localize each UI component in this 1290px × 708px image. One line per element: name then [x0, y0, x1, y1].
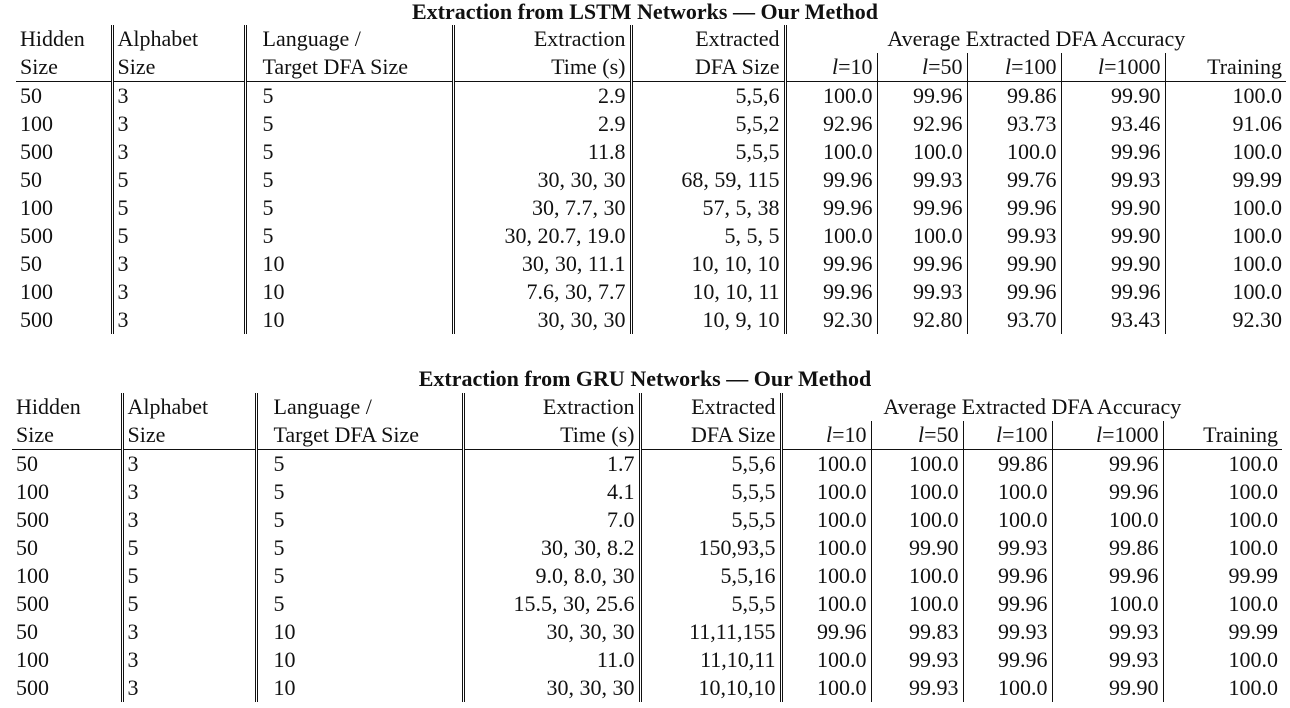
cell-acc-l100: 100.0 [963, 478, 1052, 506]
cell-extraction-time: 30, 30, 11.1 [453, 250, 631, 278]
cell-acc-training: 100.0 [1228, 535, 1279, 560]
cell-target-dfa-size: 5 [256, 506, 463, 534]
length-value: =100 [1011, 54, 1057, 79]
header-accuracy-col-3 [1061, 53, 1165, 82]
cell-acc-l10: 100.0 [781, 478, 871, 506]
cell-alphabet-size: 5 [122, 534, 256, 562]
header-language-target-dfa-size: Language / [245, 25, 453, 53]
cell-extraction-time: 30, 30, 8.2 [463, 534, 640, 562]
cell-acc-training: 100.0 [1228, 591, 1279, 616]
cell-alphabet-size: 3 [112, 138, 245, 166]
length-variable: l [1095, 422, 1103, 447]
lstm-table-title: Extraction from LSTM Networks — Our Method [411, 0, 879, 24]
cell-acc-l10: 100.0 [781, 534, 871, 562]
cell-acc-l100: 100.0 [967, 138, 1061, 166]
cell-acc-training: 100.0 [1232, 251, 1283, 276]
header-row-2 [12, 421, 1282, 450]
cell-acc-l50: 100.0 [871, 478, 963, 506]
cell-acc-l10: 99.96 [785, 166, 877, 194]
header-accuracy-col-2 [963, 421, 1052, 450]
header-accuracy-col-0 [785, 53, 877, 82]
header-extraction-time: Extraction [453, 25, 631, 53]
cell-alphabet-size: 3 [112, 306, 245, 334]
cell-alphabet-size: 3 [112, 250, 245, 278]
cell-acc-l50: 100.0 [877, 138, 967, 166]
table-row [16, 194, 1286, 222]
cell-acc-l50: 99.93 [871, 646, 963, 674]
cell-acc-training: 92.30 [1232, 307, 1283, 332]
cell-target-dfa-size: 5 [245, 194, 453, 222]
table-row [12, 450, 1282, 479]
cell-acc-l1000: 99.96 [1052, 450, 1163, 479]
cell-acc-l50: 99.83 [871, 618, 963, 646]
cell-acc-l1000: 99.96 [1061, 138, 1165, 166]
cell-acc-training: 100.0 [1228, 647, 1279, 672]
cell-hidden-size: 100 [16, 278, 112, 306]
cell-acc-l100: 93.73 [967, 110, 1061, 138]
cell-extraction-time: 11.0 [463, 646, 640, 674]
header-hidden-size: Hidden [16, 25, 112, 53]
table-row [16, 222, 1286, 250]
cell-target-dfa-size: 5 [256, 478, 463, 506]
cell-alphabet-size: 3 [122, 674, 256, 702]
cell-extracted-dfa-size: 5,5,2 [631, 110, 785, 138]
cell-acc-training: 100.0 [1228, 451, 1279, 476]
cell-extraction-time: 4.1 [463, 478, 640, 506]
header-alphabet-size-line2: Size [112, 53, 245, 82]
table-row [16, 82, 1286, 111]
cell-extracted-dfa-size: 10, 10, 11 [631, 278, 785, 306]
header-row-1 [12, 393, 1282, 421]
length-value: =1000 [1104, 54, 1161, 79]
cell-acc-l50: 92.80 [877, 306, 967, 334]
cell-extracted-dfa-size: 11,11,155 [640, 618, 781, 646]
cell-extraction-time: 9.0, 8.0, 30 [463, 562, 640, 590]
header-extraction-time-line2: Time (s) [453, 53, 631, 82]
cell-acc-training: 100.0 [1232, 279, 1283, 304]
table-row [12, 674, 1282, 702]
cell-hidden-size: 100 [12, 562, 122, 590]
cell-acc-l100: 99.93 [963, 534, 1052, 562]
cell-acc-l1000: 99.96 [1061, 278, 1165, 306]
gru-results-table [12, 393, 1282, 702]
length-variable: l [995, 422, 1003, 447]
cell-acc-l1000: 100.0 [1052, 506, 1163, 534]
cell-acc-l1000: 93.43 [1061, 306, 1165, 334]
cell-acc-l50: 100.0 [871, 506, 963, 534]
cell-alphabet-size: 5 [112, 166, 245, 194]
cell-acc-l50: 100.0 [871, 450, 963, 479]
cell-alphabet-size: 5 [122, 590, 256, 618]
cell-extracted-dfa-size: 5,5,5 [640, 478, 781, 506]
header-extraction-time: Extraction [463, 393, 640, 421]
cell-hidden-size: 50 [12, 534, 122, 562]
cell-hidden-size: 100 [12, 646, 122, 674]
cell-target-dfa-size: 5 [245, 82, 453, 111]
cell-extracted-dfa-size: 57, 5, 38 [631, 194, 785, 222]
cell-acc-l10: 100.0 [785, 222, 877, 250]
cell-alphabet-size: 3 [122, 506, 256, 534]
table-row [12, 478, 1282, 506]
header-language-target-dfa-size-line2: Target DFA Size [245, 53, 453, 82]
cell-hidden-size: 500 [12, 590, 122, 618]
cell-acc-l10: 100.0 [785, 82, 877, 111]
header-accuracy-col-1 [871, 421, 963, 450]
header-accuracy-col-3 [1052, 421, 1163, 450]
table-row [12, 646, 1282, 674]
cell-acc-l1000: 99.90 [1052, 674, 1163, 702]
cell-acc-l10: 100.0 [781, 590, 871, 618]
table-row [16, 110, 1286, 138]
cell-target-dfa-size: 5 [245, 166, 453, 194]
length-variable: l [1004, 54, 1012, 79]
header-language-target-dfa-size: Language / [256, 393, 463, 421]
cell-extraction-time: 7.6, 30, 7.7 [453, 278, 631, 306]
cell-alphabet-size: 3 [122, 478, 256, 506]
table-row [16, 250, 1286, 278]
cell-hidden-size: 50 [12, 618, 122, 646]
length-variable: l [917, 422, 925, 447]
cell-acc-l1000: 99.93 [1061, 166, 1165, 194]
cell-target-dfa-size: 5 [256, 450, 463, 479]
length-value: =50 [928, 54, 963, 79]
cell-acc-l50: 99.96 [877, 194, 967, 222]
length-variable: l [831, 54, 839, 79]
table-row [16, 306, 1286, 334]
header-extracted-dfa-size: Extracted [631, 25, 785, 53]
cell-acc-l1000: 99.93 [1052, 618, 1163, 646]
cell-acc-l10: 100.0 [781, 450, 871, 479]
cell-alphabet-size: 3 [112, 278, 245, 306]
cell-acc-l1000: 100.0 [1052, 590, 1163, 618]
table-row [12, 618, 1282, 646]
cell-target-dfa-size: 10 [256, 674, 463, 702]
length-value: =100 [1002, 422, 1048, 447]
header-alphabet-size: Alphabet [112, 25, 245, 53]
length-value: =10 [838, 54, 873, 79]
gru-table-title: Extraction from GRU Networks — Our Method [418, 366, 872, 391]
cell-acc-l100: 99.96 [963, 590, 1052, 618]
cell-alphabet-size: 3 [112, 82, 245, 111]
cell-target-dfa-size: 10 [256, 646, 463, 674]
cell-acc-l100: 99.86 [967, 82, 1061, 111]
cell-hidden-size: 50 [16, 82, 112, 111]
cell-acc-l100: 99.93 [967, 222, 1061, 250]
cell-alphabet-size: 3 [122, 618, 256, 646]
cell-acc-l10: 100.0 [781, 674, 871, 702]
cell-acc-l1000: 93.46 [1061, 110, 1165, 138]
cell-acc-l100: 93.70 [967, 306, 1061, 334]
cell-extracted-dfa-size: 5,5,16 [640, 562, 781, 590]
cell-hidden-size: 500 [16, 138, 112, 166]
table-row [16, 138, 1286, 166]
cell-acc-l1000: 99.96 [1052, 562, 1163, 590]
cell-extraction-time: 30, 20.7, 19.0 [453, 222, 631, 250]
cell-acc-l50: 100.0 [871, 590, 963, 618]
header-extracted-dfa-size: Extracted [640, 393, 781, 421]
cell-extracted-dfa-size: 5,5,5 [631, 138, 785, 166]
length-value: Training [1203, 422, 1279, 447]
header-average-accuracy-group: Average Extracted DFA Accuracy [887, 26, 1186, 51]
cell-alphabet-size: 5 [112, 194, 245, 222]
cell-acc-l50: 100.0 [877, 222, 967, 250]
cell-acc-l100: 99.93 [963, 618, 1052, 646]
cell-acc-l100: 99.86 [963, 450, 1052, 479]
header-accuracy-col-4 [1165, 53, 1286, 82]
length-value: =50 [924, 422, 959, 447]
cell-acc-training: 100.0 [1232, 223, 1283, 248]
cell-acc-training: 100.0 [1228, 675, 1279, 700]
cell-acc-l100: 99.76 [967, 166, 1061, 194]
cell-hidden-size: 100 [16, 194, 112, 222]
cell-alphabet-size: 3 [122, 450, 256, 479]
cell-alphabet-size: 5 [112, 222, 245, 250]
cell-acc-l10: 100.0 [781, 506, 871, 534]
header-extracted-dfa-size-line2: DFA Size [640, 421, 781, 450]
cell-acc-l100: 99.96 [967, 194, 1061, 222]
cell-extraction-time: 30, 30, 30 [453, 306, 631, 334]
cell-acc-l10: 92.30 [785, 306, 877, 334]
cell-acc-l100: 99.96 [963, 646, 1052, 674]
cell-acc-training: 100.0 [1228, 479, 1279, 504]
table-row [12, 562, 1282, 590]
cell-target-dfa-size: 5 [245, 110, 453, 138]
length-value: =1000 [1102, 422, 1159, 447]
cell-hidden-size: 500 [12, 674, 122, 702]
cell-extracted-dfa-size: 5,5,6 [631, 82, 785, 111]
cell-acc-l50: 99.96 [877, 250, 967, 278]
cell-extracted-dfa-size: 68, 59, 115 [631, 166, 785, 194]
cell-hidden-size: 50 [12, 450, 122, 479]
cell-extraction-time: 2.9 [453, 82, 631, 111]
cell-acc-training: 100.0 [1232, 83, 1283, 108]
cell-acc-l100: 99.96 [967, 278, 1061, 306]
cell-acc-l50: 99.90 [871, 534, 963, 562]
cell-extraction-time: 2.9 [453, 110, 631, 138]
cell-acc-l1000: 99.90 [1061, 82, 1165, 111]
header-alphabet-size: Alphabet [122, 393, 256, 421]
cell-hidden-size: 100 [12, 478, 122, 506]
header-language-target-dfa-size-line2: Target DFA Size [256, 421, 463, 450]
cell-acc-l100: 99.96 [963, 562, 1052, 590]
lstm-results-table [16, 25, 1286, 334]
header-accuracy-col-1 [877, 53, 967, 82]
cell-alphabet-size: 5 [122, 562, 256, 590]
cell-extracted-dfa-size: 10,10,10 [640, 674, 781, 702]
cell-extracted-dfa-size: 5,5,5 [640, 590, 781, 618]
cell-extraction-time: 30, 7.7, 30 [453, 194, 631, 222]
cell-target-dfa-size: 5 [256, 590, 463, 618]
cell-acc-l1000: 99.90 [1061, 222, 1165, 250]
cell-extracted-dfa-size: 10, 10, 10 [631, 250, 785, 278]
cell-extraction-time: 30, 30, 30 [463, 618, 640, 646]
length-variable: l [825, 422, 833, 447]
cell-acc-training: 100.0 [1228, 507, 1279, 532]
cell-target-dfa-size: 5 [256, 534, 463, 562]
cell-extraction-time: 7.0 [463, 506, 640, 534]
cell-acc-l100: 100.0 [963, 506, 1052, 534]
length-variable: l [1097, 54, 1105, 79]
cell-hidden-size: 500 [12, 506, 122, 534]
cell-extracted-dfa-size: 150,93,5 [640, 534, 781, 562]
header-row-2 [16, 53, 1286, 82]
table-row [16, 278, 1286, 306]
header-hidden-size-line2: Size [12, 421, 122, 450]
cell-extraction-time: 1.7 [463, 450, 640, 479]
cell-acc-l100: 99.90 [967, 250, 1061, 278]
header-accuracy-col-2 [967, 53, 1061, 82]
cell-acc-l50: 99.93 [877, 278, 967, 306]
cell-acc-l10: 99.96 [785, 250, 877, 278]
header-extracted-dfa-size-line2: DFA Size [631, 53, 785, 82]
cell-acc-l50: 92.96 [877, 110, 967, 138]
cell-extraction-time: 30, 30, 30 [463, 674, 640, 702]
header-average-accuracy-group: Average Extracted DFA Accuracy [883, 394, 1182, 419]
header-hidden-size: Hidden [12, 393, 122, 421]
cell-extracted-dfa-size: 5,5,5 [640, 506, 781, 534]
cell-target-dfa-size: 10 [245, 250, 453, 278]
header-row-1 [16, 25, 1286, 53]
header-alphabet-size-line2: Size [122, 421, 256, 450]
cell-hidden-size: 100 [16, 110, 112, 138]
cell-acc-l10: 99.96 [785, 194, 877, 222]
cell-acc-training: 100.0 [1232, 195, 1283, 220]
table-row [12, 534, 1282, 562]
header-extraction-time-line2: Time (s) [463, 421, 640, 450]
cell-acc-l10: 99.96 [785, 278, 877, 306]
cell-acc-l1000: 99.90 [1061, 250, 1165, 278]
cell-acc-training: 99.99 [1228, 563, 1279, 588]
cell-acc-training: 91.06 [1232, 111, 1283, 136]
cell-acc-training: 99.99 [1232, 167, 1283, 192]
header-accuracy-col-4 [1163, 421, 1282, 450]
cell-extracted-dfa-size: 5,5,6 [640, 450, 781, 479]
cell-hidden-size: 50 [16, 250, 112, 278]
length-value: Training [1207, 54, 1283, 79]
header-hidden-size-line2: Size [16, 53, 112, 82]
cell-extracted-dfa-size: 10, 9, 10 [631, 306, 785, 334]
cell-target-dfa-size: 5 [256, 562, 463, 590]
cell-acc-l1000: 99.96 [1052, 478, 1163, 506]
cell-extraction-time: 15.5, 30, 25.6 [463, 590, 640, 618]
length-variable: l [921, 54, 929, 79]
cell-target-dfa-size: 5 [245, 138, 453, 166]
cell-acc-l50: 99.93 [877, 166, 967, 194]
cell-acc-l100: 100.0 [963, 674, 1052, 702]
cell-target-dfa-size: 5 [245, 222, 453, 250]
header-accuracy-col-0 [781, 421, 871, 450]
cell-acc-training: 100.0 [1232, 139, 1283, 164]
cell-hidden-size: 50 [16, 166, 112, 194]
cell-target-dfa-size: 10 [245, 278, 453, 306]
cell-acc-l10: 92.96 [785, 110, 877, 138]
cell-target-dfa-size: 10 [256, 618, 463, 646]
cell-acc-l50: 99.93 [871, 674, 963, 702]
cell-acc-l10: 100.0 [785, 138, 877, 166]
cell-acc-l1000: 99.86 [1052, 534, 1163, 562]
cell-acc-l1000: 99.93 [1052, 646, 1163, 674]
cell-alphabet-size: 3 [122, 646, 256, 674]
table-row [12, 506, 1282, 534]
cell-extracted-dfa-size: 5, 5, 5 [631, 222, 785, 250]
cell-acc-l50: 99.96 [877, 82, 967, 111]
cell-acc-l10: 99.96 [781, 618, 871, 646]
cell-extracted-dfa-size: 11,10,11 [640, 646, 781, 674]
cell-acc-training: 99.99 [1228, 619, 1279, 644]
cell-acc-l10: 100.0 [781, 562, 871, 590]
cell-acc-l10: 100.0 [781, 646, 871, 674]
cell-target-dfa-size: 10 [245, 306, 453, 334]
table-row [12, 590, 1282, 618]
cell-hidden-size: 500 [16, 306, 112, 334]
cell-acc-l50: 100.0 [871, 562, 963, 590]
table-row [16, 166, 1286, 194]
length-value: =10 [832, 422, 867, 447]
cell-hidden-size: 500 [16, 222, 112, 250]
cell-acc-l1000: 99.90 [1061, 194, 1165, 222]
cell-alphabet-size: 3 [112, 110, 245, 138]
cell-extraction-time: 30, 30, 30 [453, 166, 631, 194]
cell-extraction-time: 11.8 [453, 138, 631, 166]
